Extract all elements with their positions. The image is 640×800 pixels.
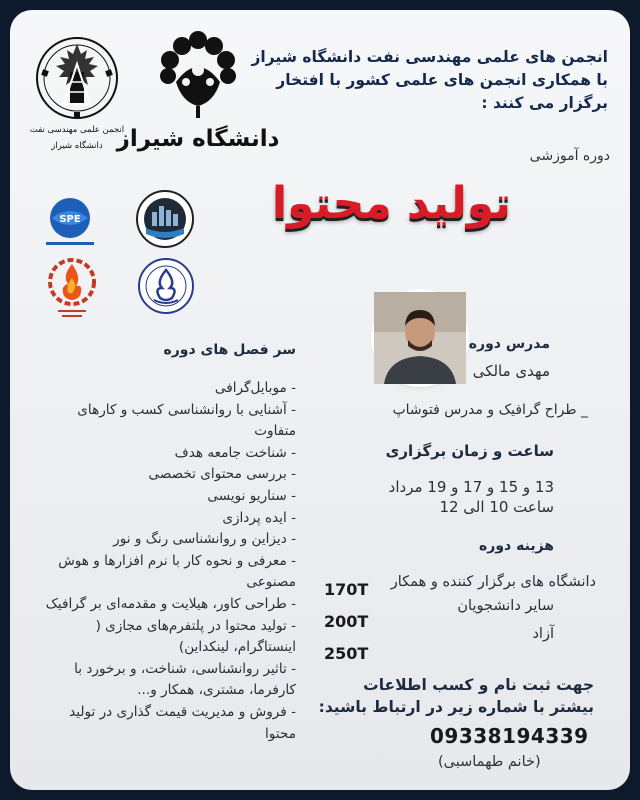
instructor-role: _ طراح گرافیک و مدرس فتوشاپ — [392, 402, 588, 418]
list-item: - شناخت جامعه هدف — [174, 444, 296, 461]
person-avatar-icon — [374, 292, 466, 384]
course-title: تولید محتوا — [272, 178, 511, 229]
svg-text:انجمن علمی مهندسی نفت: انجمن علمی مهندسی نفت — [29, 125, 125, 135]
header-line-1: انجمن های علمی مهندسی نفت دانشگاه شیراز — [251, 48, 608, 66]
contact-person: (خانم طهماسبی) — [438, 754, 541, 770]
petroleum-society-logo — [30, 16, 124, 166]
course-type-label: دوره آموزشی — [529, 148, 610, 164]
schedule-dates: 13 و 15 و 17 و 19 مرداد — [388, 478, 554, 496]
contact-phone-number[interactable]: 09338194339 — [430, 724, 589, 748]
fees-heading: هزینه دوره — [479, 538, 554, 554]
fee-price-public: 250T — [324, 644, 369, 663]
fee-label-students: سایر دانشجویان — [457, 598, 554, 614]
fee-label-public: آزاد — [532, 626, 554, 642]
fee-price-partner: 170T — [324, 580, 369, 599]
instructor-name: مهدی مالکی — [472, 362, 550, 380]
list-item: - دیزاین و روانشناسی رنگ و نور — [113, 531, 296, 548]
list-item: - طراحی کاور، هیلایت و مقدمه‌ای بر گرافیک — [45, 595, 296, 612]
spe-logo — [40, 192, 100, 252]
list-item: - موبایل‌گرافی — [214, 380, 296, 396]
instructor-heading: مدرس دوره — [468, 336, 550, 352]
partner-society-logo-flame — [46, 256, 98, 320]
contact-line-2: بیشتر با شماره زیر در ارتباط باشید: — [318, 698, 594, 716]
list-item: - بررسی محتوای تخصصی — [148, 466, 296, 483]
fee-label-partner: دانشگاه های برگزار کننده و همکار — [390, 574, 596, 590]
organizer-announcement — [208, 46, 608, 115]
instructor-photo — [374, 292, 466, 384]
svg-text:SPE: SPE — [59, 214, 81, 225]
svg-text:دانشگاه شیراز: دانشگاه شیراز — [51, 141, 103, 151]
header-line-3: برگزار می کنند : — [481, 94, 608, 112]
schedule-hours: ساعت 10 الی 12 — [439, 498, 554, 516]
topics-heading: سر فصل های دوره — [163, 342, 296, 358]
schedule-heading: ساعت و زمان برگزاری — [385, 442, 554, 460]
list-item: - تاثیر روانشناسی، شناخت، و برخورد با کارفرما، مشتری، همکار و... — [74, 660, 296, 699]
list-item: - فروش و مدیریت قیمت گذاری در تولید محتوا — [69, 703, 296, 742]
list-item: - سناریو نویسی — [207, 487, 296, 504]
partner-society-logo-gas — [136, 256, 196, 316]
list-item: - تولید محتوا در پلتفرم‌های مجازی ( اینستاگرام، لینکداین) — [95, 617, 296, 656]
header-line-2: با همکاری انجمن های علمی کشور با افتخار — [276, 71, 608, 89]
list-item: - ایده پردازی — [222, 509, 296, 526]
poster — [10, 10, 630, 790]
list-item: - معرفی و نحوه کار با نرم افزارها و هوش مصنوعی — [58, 552, 296, 591]
svg-text:دانشگاه شیراز: دانشگاه شیراز — [116, 126, 280, 152]
topics-list — [40, 378, 296, 745]
fee-price-students: 200T — [324, 612, 369, 631]
partner-society-logo-city — [134, 188, 196, 250]
contact-line-1: جهت ثبت نام و کسب اطلاعات — [363, 676, 594, 694]
list-item: - آشنایی با روانشناسی کسب و کارهای متفاوت — [77, 401, 296, 440]
